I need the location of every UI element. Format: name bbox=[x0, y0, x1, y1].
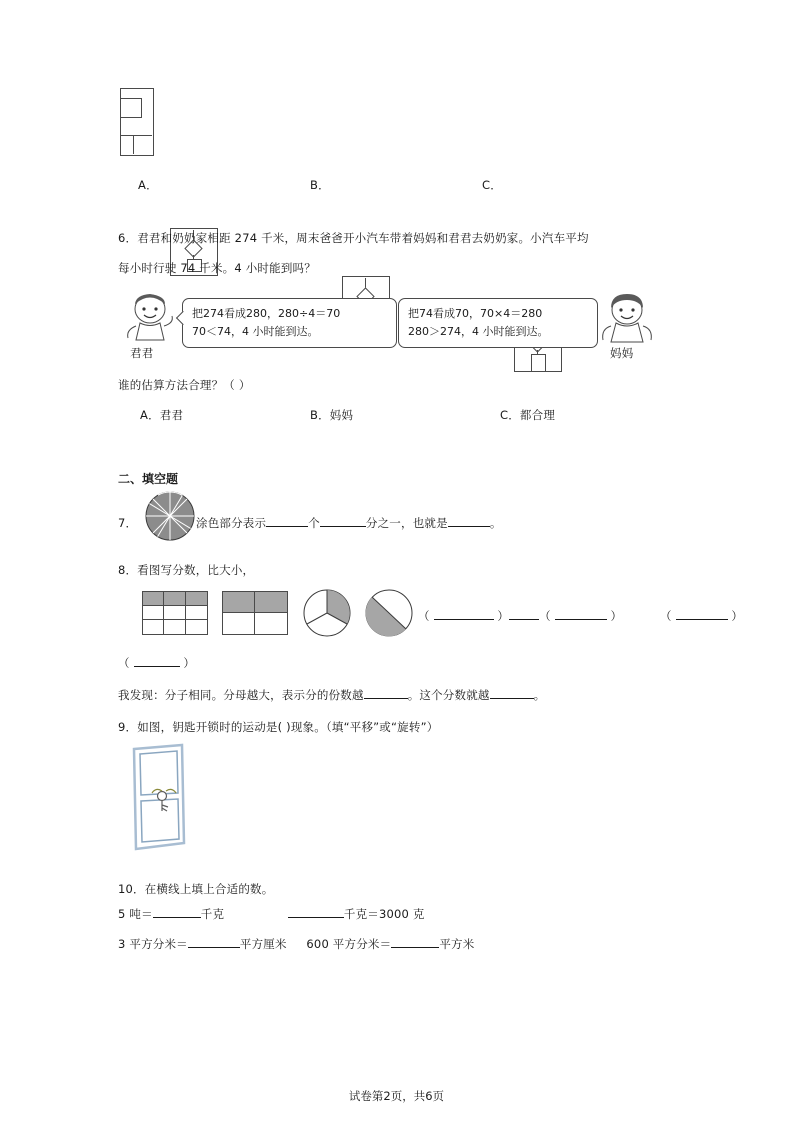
q8-finding-b: 。这个分数就越 bbox=[407, 688, 490, 702]
q10-stem bbox=[118, 881, 273, 898]
q10-line1-b: 千克 bbox=[200, 907, 225, 921]
mother-character-icon bbox=[598, 292, 656, 346]
q8-blank-6[interactable] bbox=[490, 698, 534, 699]
section-2-title: 二、填空题 bbox=[118, 472, 179, 486]
q8-blank-2[interactable] bbox=[555, 619, 607, 620]
q8-blank-5[interactable] bbox=[364, 698, 408, 699]
q5-option-c-label: C． bbox=[482, 178, 502, 192]
q10-line2-c: 600 平方分米＝ bbox=[306, 937, 392, 951]
q7-number: 7． bbox=[118, 516, 138, 530]
q8-finding bbox=[118, 687, 545, 704]
q5-option-b-label: B． bbox=[310, 178, 330, 192]
q6-bubble-right bbox=[398, 298, 598, 348]
q8-paren-close-4: ） bbox=[183, 656, 196, 670]
q8-paren-open-4: （ bbox=[118, 656, 130, 670]
q6-bubble-right-line2: 280＞274，4 小时能到达。 bbox=[408, 325, 549, 339]
q10-line2-a: 3 平方分米＝ bbox=[118, 937, 188, 951]
q6-stem-line2: 每小时行驶 74 千米。4 小时能到吗？ bbox=[118, 261, 316, 275]
q9-number: 9． bbox=[118, 720, 138, 734]
q6-number-text: 6． bbox=[118, 231, 138, 245]
q7-text-d: 。 bbox=[489, 516, 502, 530]
q10-line2-b: 平方厘米 bbox=[239, 937, 287, 951]
q7-text-b: 个 bbox=[308, 516, 320, 530]
q8-paren-open-2: （ bbox=[539, 609, 551, 623]
q8-stem-text: 看图写分数，比大小， bbox=[137, 563, 255, 577]
q6-name-right: 妈妈 bbox=[610, 346, 634, 360]
q6-bubble-left-line2: 70＜74，4 小时能到达。 bbox=[192, 325, 319, 339]
q7-blank-2[interactable] bbox=[320, 526, 366, 527]
q8-blank-3[interactable] bbox=[676, 619, 728, 620]
q8-figure-2-grid bbox=[222, 591, 288, 635]
q7-blank-1[interactable] bbox=[266, 526, 308, 527]
q10-blank-1[interactable] bbox=[153, 917, 201, 918]
q10-blank-4[interactable] bbox=[391, 947, 439, 948]
q10-blank-2[interactable] bbox=[288, 917, 344, 918]
q6-bubble-left bbox=[182, 298, 397, 348]
q8-finding-a: 我发现：分子相同。分母越大，表示分的份数越 bbox=[118, 688, 364, 702]
q10-line-1 bbox=[118, 906, 425, 923]
q7-shaded-circle-figure bbox=[145, 491, 195, 541]
q9-door-lock-figure bbox=[122, 743, 210, 855]
q6-question: 谁的估算方法合理？（ ） bbox=[118, 378, 251, 392]
q6-option-b: B．妈妈 bbox=[310, 408, 354, 422]
q6-bubble-right-line1: 把74看成70，70×4＝280 bbox=[408, 307, 543, 320]
q8-figure-1-grid bbox=[142, 591, 208, 635]
q10-number: 10． bbox=[118, 882, 145, 896]
folded-paper-figure bbox=[120, 88, 154, 156]
q8-paren-open-1: （ bbox=[418, 609, 430, 623]
q9-stem bbox=[118, 719, 438, 736]
q8-number: 8． bbox=[118, 563, 138, 577]
q9-text: 如图，钥匙开锁时的运动是( )现象。（填“平移”或“旋转”） bbox=[137, 720, 439, 734]
q6-bubble-left-line1: 把274看成280，280÷4＝70 bbox=[192, 307, 341, 320]
q8-paren-close-2: ） bbox=[610, 609, 623, 623]
q8-compare-row-2 bbox=[118, 655, 195, 672]
q7-text-c: 分之一，也就是 bbox=[365, 516, 448, 530]
q10-stem-text: 在横线上填上合适的数。 bbox=[144, 882, 274, 896]
boy-character-icon bbox=[122, 292, 178, 344]
q10-line1-a: 5 吨＝ bbox=[118, 907, 153, 921]
q7-blank-3[interactable] bbox=[448, 526, 490, 527]
q8-figure-3-circle bbox=[300, 588, 354, 638]
q8-finding-c: 。 bbox=[533, 688, 546, 702]
q5-option-a-label: A． bbox=[138, 178, 158, 192]
q8-paren-close-1: ） bbox=[497, 609, 510, 623]
q6-option-c: C．都合理 bbox=[500, 408, 556, 422]
q8-blank-4[interactable] bbox=[134, 666, 180, 667]
q8-blank-operator-1[interactable] bbox=[509, 619, 539, 620]
q6-number bbox=[118, 230, 718, 247]
q8-stem bbox=[118, 562, 254, 579]
q6-stem-line1: 君君和奶奶家相距 274 千米，周末爸爸开小汽车带着妈妈和君君去奶奶家。小汽车平均 bbox=[137, 231, 589, 245]
q8-paren-close-3: ） bbox=[731, 609, 744, 623]
q8-paren-open-3: （ bbox=[659, 609, 672, 623]
page-footer: 试卷第2页，共6页 bbox=[348, 1089, 445, 1103]
q8-compare-row bbox=[418, 608, 743, 625]
q10-line1-c: 千克＝3000 克 bbox=[343, 907, 425, 921]
q7-text-a: 涂色部分表示 bbox=[196, 516, 267, 530]
q10-blank-3[interactable] bbox=[188, 947, 240, 948]
q10-line2-d: 平方米 bbox=[439, 937, 475, 951]
q10-line-2 bbox=[118, 936, 474, 953]
q8-blank-1[interactable] bbox=[434, 619, 494, 620]
q7-text bbox=[196, 515, 502, 532]
q6-name-left: 君君 bbox=[130, 346, 154, 360]
q6-option-a: A．君君 bbox=[140, 408, 184, 422]
q8-figure-4-circle bbox=[362, 588, 416, 638]
